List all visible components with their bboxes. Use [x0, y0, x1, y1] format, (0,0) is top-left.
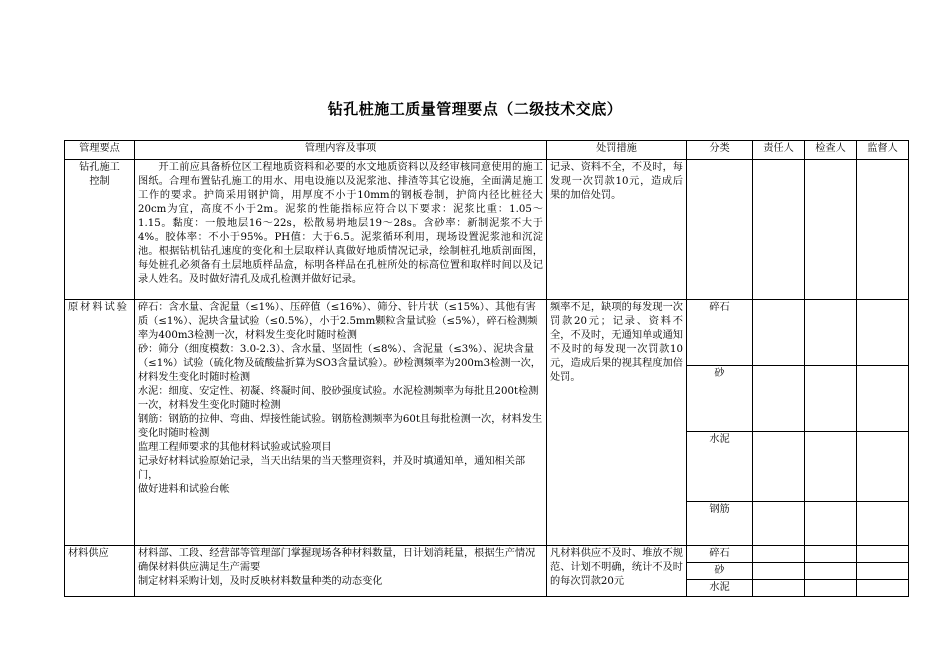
point-cell: 原材料试验 [65, 300, 135, 546]
table-row [65, 300, 909, 366]
category-cell: 砂 [687, 563, 753, 580]
supervisor-cell [857, 366, 909, 432]
responsible-cell [753, 300, 805, 366]
supervisor-cell [857, 502, 909, 546]
supervisor-cell [857, 160, 909, 300]
quality-table [64, 140, 909, 597]
inspector-cell [805, 563, 857, 580]
supervisor-cell [857, 300, 909, 366]
table-row [65, 160, 909, 300]
table-row [65, 546, 909, 563]
content-cell: 碎石：含水量、含泥量（≤1%）、压碎值（≤16%）、筛分、针片状（≤15%）、其他有害质（≤1%）、泥块含量试验（≤0.5%），小于2.5mm颗粒含量试验（≤5%），碎石检测频率为400m3检测一次，材料发生变化时随时检测 砂：筛分（细度模数：3.0-2.3）、含水量、坚固性（≤8%）、含泥量（≤3%）、泥块含量（≤1%）试验（硫化物及硫酸盐折算为SO3含量试验）。砂检测频率为200m3检测一次，材料发生变化时随时检测 水泥：细度、安定性、初凝、终凝时间、胶砂强度试验。水泥检测频率为每批且200t检测一次，材料发生变化时随时检测 钢筋：钢筋的拉伸、弯曲、焊接性能试验。钢筋检测频率为60t且每批检测一次，材料发生变化时随时检测 监理工程师要求的其他材料试验或试验项目 记录好材料试验原始记录，当天出结果的当天整理资料，并及时填通知单，通知相关部门， 做好进料和试验台帐 [135, 300, 547, 546]
header-inspector: 检查人 [805, 141, 857, 160]
inspector-cell [805, 546, 857, 563]
inspector-cell [805, 502, 857, 546]
category-cell: 碎石 [687, 300, 753, 366]
header-supervisor: 监督人 [857, 141, 909, 160]
supervisor-cell [857, 580, 909, 597]
header-responsible: 责任人 [753, 141, 805, 160]
inspector-cell [805, 432, 857, 502]
responsible-cell [753, 160, 805, 300]
page-title: 钻孔桩施工质量管理要点（二级技术交底） [327, 100, 623, 118]
category-cell: 钢筋 [687, 502, 753, 546]
responsible-cell [753, 546, 805, 563]
point-cell: 材料供应 [65, 546, 135, 597]
content-cell: 开工前应具备桥位区工程地质资料和必要的水文地质资料以及经审核同意使用的施工图纸。合理布置钻孔施工的用水、用电设施以及泥浆池、排渣等其它设施，全面满足施工工作的要求。护筒采用钢护筒，用厚度不小于10mm的钢板卷制，护筒内径比桩径大20cm为宜，高度不小于2m。泥浆的性能指标应符合以下要求：泥浆比重：1.05～1.15。黏度：一般地层16～22s，松散易坍地层19～28s。含砂率：新制泥浆不大于4%。胶体率：不小于95%。PH值：大于6.5。泥浆循环利用，现场设置泥浆池和沉淀池。根据钻机钻孔速度的变化和土层取样认真做好地质情况记录，绘制桩孔地质剖面图，每处桩孔必须备有土层地质样品盒，标明各样品在孔桩所处的标高位置和取样时间以及记录人姓名。及时做好清孔及成孔检测并做好记录。 [135, 160, 547, 300]
header-row [65, 141, 909, 160]
responsible-cell [753, 563, 805, 580]
header-point: 管理要点 [65, 141, 135, 160]
category-cell: 水泥 [687, 580, 753, 597]
point-cell: 钻孔施工 控制 [65, 160, 135, 300]
header-content: 管理内容及事项 [135, 141, 547, 160]
responsible-cell [753, 580, 805, 597]
responsible-cell [753, 502, 805, 546]
inspector-cell [805, 300, 857, 366]
inspector-cell [805, 366, 857, 432]
inspector-cell [805, 160, 857, 300]
category-cell: 水泥 [687, 432, 753, 502]
header-penalty: 处罚措施 [547, 141, 687, 160]
penalty-cell: 记录、资料不全，不及时，每发现一次罚款10元，造成后果的加倍处罚。 [547, 160, 687, 300]
supervisor-cell [857, 546, 909, 563]
penalty-cell: 频率不足，缺项的每发现一次罚款20元；记录、资料不全，不及时，无通知单或通知不及时的每发现一次罚款10元，造成后果的视其程度加倍处罚。 [547, 300, 687, 546]
category-cell [687, 160, 753, 300]
content-cell: 材料部、工段、经营部等管理部门掌握现场各种材料数量，日计划消耗量，根据生产情况确保材料供应满足生产需要 制定材料采购计划，及时反映材料数量种类的动态变化 [135, 546, 547, 597]
supervisor-cell [857, 432, 909, 502]
penalty-cell: 凡材料供应不及时、堆放不规范、计划不明确，统计不及时的每次罚款20元 [547, 546, 687, 597]
responsible-cell [753, 366, 805, 432]
supervisor-cell [857, 563, 909, 580]
category-cell: 碎石 [687, 546, 753, 563]
header-category: 分类 [687, 141, 753, 160]
responsible-cell [753, 432, 805, 502]
category-cell: 砂 [687, 366, 753, 432]
inspector-cell [805, 580, 857, 597]
